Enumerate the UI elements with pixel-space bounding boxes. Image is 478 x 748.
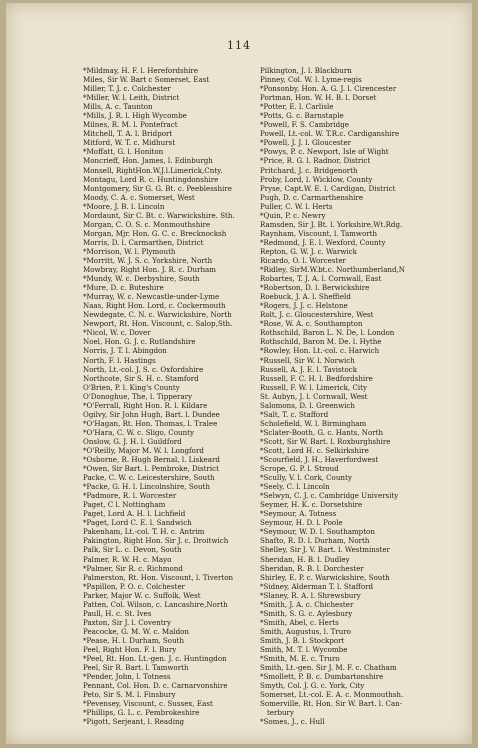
member-entry: Paget, C l. Nottingham [83, 500, 166, 510]
member-entry: Mordaunt, Sir C. Bt. c. Warwickshire. Sth. [83, 210, 235, 220]
member-entry: *Nicol, W. c. Dover [83, 328, 151, 338]
member-entry: Palmer, R. W. H. c. Mayo [83, 554, 172, 564]
member-entry: Pakington, Right Hon. Sir J. c. Droitwich [83, 536, 229, 546]
member-entry: O'Brien, P. l. King's County [83, 382, 180, 392]
member-entry: *Rogers, J. J. c. Helstone [260, 301, 348, 311]
member-entry: *Peel, Rt. Hon. Lt.-gen. J. c. Huntingdon [83, 654, 227, 664]
member-entry: Peacocke, G. M. W. c. Maldon [83, 626, 189, 636]
member-entry: *Owen, Sir Bart. l. Pembroke, District [83, 464, 219, 474]
member-entry: Mitford, W. T. c. Midhurst [83, 138, 176, 148]
member-entry: *Mills, J. R. l. High Wycombe [83, 111, 187, 121]
member-entry: Milnes, R. M. l. Pontefract [83, 120, 178, 130]
member-entry: *Smith, J. A. c. Chichester [260, 599, 354, 609]
page-number: 114 [227, 39, 251, 52]
book-page [6, 3, 472, 744]
member-entry: *Scourfield, J. H., Haverfordwest [260, 455, 379, 465]
member-entry: O'Donoghue, The, l. Tipperary [83, 391, 193, 401]
member-entry: *Salt, T. c. Stafford [260, 409, 329, 419]
member-entry: *O'Hagan, Rt. Hon. Thomas, l. Tralee [83, 418, 218, 428]
member-entry: Pryse, Capt.W. E. l. Cardigan, District [260, 183, 396, 193]
member-entry: Mills, A. c. Taunton [83, 102, 153, 112]
member-entry: Roebuck, J. A. l. Sheffield [260, 292, 351, 302]
member-entry: Russell, A. J. E. l. Tavistock [260, 364, 358, 374]
member-entry: *Price, R. G. l. Radnor, District [260, 156, 371, 166]
member-entry: Paget, Lord A. H. l. Lichfield [83, 509, 186, 519]
member-entry: Sheridan, R. B. l. Dorchester [260, 563, 364, 573]
member-entry: Pugh, D. c. Carmarthenshire [260, 192, 364, 202]
member-entry: Salomons, D. l. Greenwich [260, 400, 355, 410]
member-entry: Pennant, Col. Hon. D. c. Carnarvonshire [83, 681, 228, 691]
member-entry: *Paget, Lord C. E. l. Sandwich [83, 518, 192, 528]
member-entry: Montagu, Lord R. c. Huntingdonshire [83, 174, 219, 184]
member-entry: Morgan, Mjr. Hon. G. C. c. Brecknocksh [83, 228, 227, 238]
member-entry: Patten, Col. Wilson, c. Lancashire,North [83, 599, 228, 609]
member-entry: *Miller, W. l. Leith, District [83, 93, 180, 103]
member-entry: Pritchard, J. c. Bridgenorth [260, 165, 358, 175]
member-entry: *Pease, H. l. Durham, South [83, 635, 185, 645]
member-entry: *Powell, F. S. Cambridge [260, 120, 349, 130]
member-entry: Raynham, Viscount, l. Tamworth [260, 228, 378, 238]
member-entry: Russell, F. C. H. l. Bedfordshire [260, 373, 373, 383]
member-entry: *O'Reilly, Major M. W. l. Longford [83, 445, 204, 455]
member-entry: Newport, Rt. Hon. Viscount, c. Salop,Sth. [83, 319, 233, 329]
member-entry: *Potter, E. l. Carlisle [260, 102, 334, 112]
member-entry: Scholefield, W. l. Birmingham [260, 418, 367, 428]
member-entry: Northcote, Sir S. H. c. Stamford [83, 373, 199, 383]
member-entry: *Seymour, W. D. l. Southampton [260, 527, 375, 537]
member-entry: Paull, H. c. St. Ives [83, 608, 152, 618]
member-entry: *Palmer, Sir R. c. Richmond [83, 563, 183, 573]
member-entry: *Osborne, R. Hugh Bernal, l. Liskeard [83, 455, 220, 465]
member-entry: Naas, Right Hon. Lord, c. Cockermouth [83, 301, 226, 311]
member-entry: *Phillips, G. L. c. Pembrokeshire [83, 708, 200, 718]
member-entry: Mowbray, Right Hon. J. R. c. Durham [83, 265, 217, 275]
member-entry: *Seymour, A. Totness [260, 509, 337, 519]
member-entry: *Murray, W. c. Newcastle-under-Lyme [83, 292, 220, 302]
member-entry: Moody, C. A. c. Somerset, West [83, 192, 195, 202]
member-entry: Palk, Sir L. c. Devon, South [83, 545, 182, 555]
right-column [260, 66, 456, 726]
member-entry: Rothschild, Baron M. De. l. Hythe [260, 337, 382, 347]
member-entry: Shafto, R. D. l. Durham, North [260, 536, 370, 546]
member-entry: Sheridan, H. B. l. Dudley [260, 554, 350, 564]
member-entry: *Powys, P. c. Newport, Isle of Wight [260, 147, 389, 157]
member-entry: Ramsden, Sir J. Bt. l. Yorkshire,Wt.Rdg. [260, 219, 403, 229]
member-entry: *Padmore, R. l. Worcester [83, 491, 177, 501]
member-entry: *Moffatt, G. l. Honiton [83, 147, 164, 157]
member-entry: Peel, Sir R. Bart. l. Tamworth [83, 663, 189, 673]
member-entry: *Moore, J. B. l. Lincoln [83, 201, 165, 211]
member-entry: *Redmond, J. E. l. Wexford, County [260, 237, 386, 247]
member-entry: *Sclater-Booth, G. c. Hants, North [260, 427, 384, 437]
member-entry: *Robertson, D. l. Berwickshire [260, 283, 370, 293]
member-entry: Mitchell, T. A. l. Bridport [83, 129, 173, 139]
member-entry: Peel, Right Hon. F. l. Bury [83, 645, 177, 654]
member-entry: Miller, T. J. c. Colchester [83, 84, 171, 94]
member-entry: *Mure, D. c. Buteshire [83, 283, 164, 293]
member-entry: Parker, Major W. c. Suffolk, West [83, 590, 201, 600]
member-entry: Repton, G. W. J. c. Warwick [260, 246, 357, 256]
member-entry: St. Aubyn, J. l. Cornwall, West [260, 391, 368, 401]
member-entry: *Smith, Abel, c. Herts [260, 617, 339, 627]
member-entry: Monsell, RightHon.W.J.l.Limerick,Cnty. [83, 165, 223, 175]
member-entry: *Scully, V. l. Cork, County [260, 473, 352, 483]
member-entry: *Seely, C. l. Lincoln [260, 482, 330, 492]
member-entry: Norris, J. T. l. Abingdon [83, 346, 167, 356]
member-entry: *Smollett, P. B. c. Dumbartonshire [260, 672, 384, 682]
member-entry: North, F. l. Hastings [83, 355, 156, 365]
member-entry: terbury [267, 708, 294, 718]
member-entry: *Mildmay, H. F. l. Herefordshire [83, 66, 199, 75]
member-entry: *Smith, S. G. c. Aylesbury [260, 608, 353, 618]
member-entry: *Pender, John, l. Totness [83, 672, 171, 682]
member-entry: *O'Hara, C. W. c. Sligo, County [83, 427, 194, 437]
member-entry: Onslow, G. J. H. l. Guildford [83, 436, 182, 446]
member-entry: Moncrieff, Hon. James, l. Edinburgh [83, 156, 213, 166]
member-entry: Somerset, Lt.-col. E. A. c. Monmouthsh. [260, 690, 404, 700]
member-entry: *Selwyn, C. J. c. Cambridge University [260, 491, 399, 501]
member-entry: Shelley, Sir J. V. Bart. l. Westminster [260, 545, 390, 555]
member-entry: *Papillon, P. O. c. Colchester [83, 581, 185, 591]
left-column [83, 66, 271, 726]
member-entry: Ogilvy, Sir John Hugh, Bart. l. Dundee [83, 409, 220, 419]
member-entry: *Mundy, W. c. Derbyshire, South [83, 274, 200, 284]
member-entry: *Ponsonby, Hon. A. G. J. l. Cirencester [260, 84, 397, 94]
member-entry: Packe, C. W. c. Leicestershire, South [83, 473, 215, 483]
member-entry: *Rose, W. A. c. Southampton [260, 319, 363, 329]
member-entry: *Sidney, Alderman T. l. Stafford [260, 581, 374, 591]
member-entry: Smith, J. B. l. Stockport [260, 635, 345, 645]
member-entry: Powell, Lt.-col. W. T.R.c. Cardiganshire [260, 129, 400, 139]
member-entry: *Rowley, Hon. Lt.-col. c. Harwich [260, 346, 380, 356]
member-entry: Montgomery, Sir G. G. Bt. c. Peeblesshire [83, 183, 232, 193]
member-entry: Pilkington, J. l. Blackburn [260, 66, 352, 75]
member-entry: *Potts, G. c. Barnstaple [260, 111, 344, 121]
member-entry: Seymour, H. D. l. Poole [260, 518, 343, 528]
member-entry: Noel, Hon. G. J. c. Rutlandshire [83, 337, 196, 347]
member-entry: Puller, C. W. l. Herts [260, 201, 333, 211]
member-entry: Smith, Lt.-gen. Sir J. M. F. c. Chatham [260, 663, 397, 673]
member-entry: *Quin, P. c. Newry [260, 210, 326, 220]
member-entry: *Packe, G. H. l. Lincolnshire, South [83, 482, 210, 492]
member-entry: Pakenham, Lt.-col. T. H. c. Antrim [83, 527, 205, 537]
member-entry: Morris, D. l. Carmarthen, District [83, 237, 204, 247]
member-entry: Proby, Lord, l. Wicklow, County [260, 174, 373, 184]
member-entry: *Russell, Sir W. l. Norwich [260, 355, 355, 365]
member-entry: *Pevensey, Viscount, c. Sussex, East [83, 699, 213, 709]
member-entry: Shirley, E. P. c. Warwickshire, South [260, 572, 390, 582]
member-entry: Portman, Hon. W. H. B. l. Dorset [260, 93, 377, 103]
member-entry: *Scott, Lord H. c. Selkirkshire [260, 445, 369, 455]
member-entry: Smith, M. T. l. Wycombe [260, 645, 348, 654]
member-entry: Peto, Sir S. M. l. Finsbury [83, 690, 176, 700]
member-entry: Palmerston, Rt. Hon. Viscount, l. Tiverton [83, 572, 234, 582]
member-entry: *Morrison, W. l. Plymouth [83, 246, 176, 256]
member-entry: *Slaney, R. A. l. Shrewsbury [260, 590, 361, 600]
member-entry: Russell, F. W. l. Limerick, City [260, 382, 367, 392]
member-entry: Rolt, J. c. Gloucestershire, West [260, 310, 374, 320]
member-entry: *Somes, J., c. Hull [260, 717, 325, 727]
member-entry: *Scott, Sir W. Bart. l. Roxburghshire [260, 436, 391, 446]
member-entry: Somerville, Rt. Hon. Sir W. Bart. l. Can- [260, 699, 403, 709]
member-entry: *Morritt, W. J. S. c. Yorkshire, North [83, 255, 213, 265]
member-entry: North, Lt.-col. J. S. c. Oxfordshire [83, 364, 204, 374]
member-entry: *Powell, J. J. l. Gloucester [260, 138, 352, 148]
member-entry: Pinney, Col. W. l. Lyme-regis [260, 75, 362, 85]
member-entry: Robartes, T. J. A. l. Cornwall, East [260, 274, 382, 284]
member-entry: Paxton, Sir J. l. Coventry [83, 617, 171, 627]
member-entry: Rothschild, Baron L. N. De, l. London [260, 328, 395, 338]
member-entry: *Pigott, Serjeant, l. Reading [83, 717, 185, 727]
member-entry: *Ridley, SirM.W.bt.c. Northumberland,N [260, 265, 405, 275]
member-entry: Smith, Augustus, l. Truro [260, 626, 351, 636]
member-entry: Smyth, Col. J. G. c. York, City [260, 681, 365, 691]
member-entry: Ricardo, O. l. Worcester [260, 255, 346, 265]
member-entry: Scrope, G. P. l. Stroud [260, 464, 339, 474]
member-entry: Seymer, H. K. c. Dorsetshire [260, 500, 363, 510]
member-entry: Morgan, C. O. S. c. Monmouthshire [83, 219, 211, 229]
member-entry: Newdegate, C. N. c. Warwickshire, North [83, 310, 232, 320]
member-entry: *Smith, M. E. c. Truro [260, 654, 340, 664]
member-entry: *O'Ferrall, Right Hon. R. l. Kildare [83, 400, 208, 410]
member-entry: Miles, Sir W. Bart c Somerset, East [83, 75, 210, 85]
